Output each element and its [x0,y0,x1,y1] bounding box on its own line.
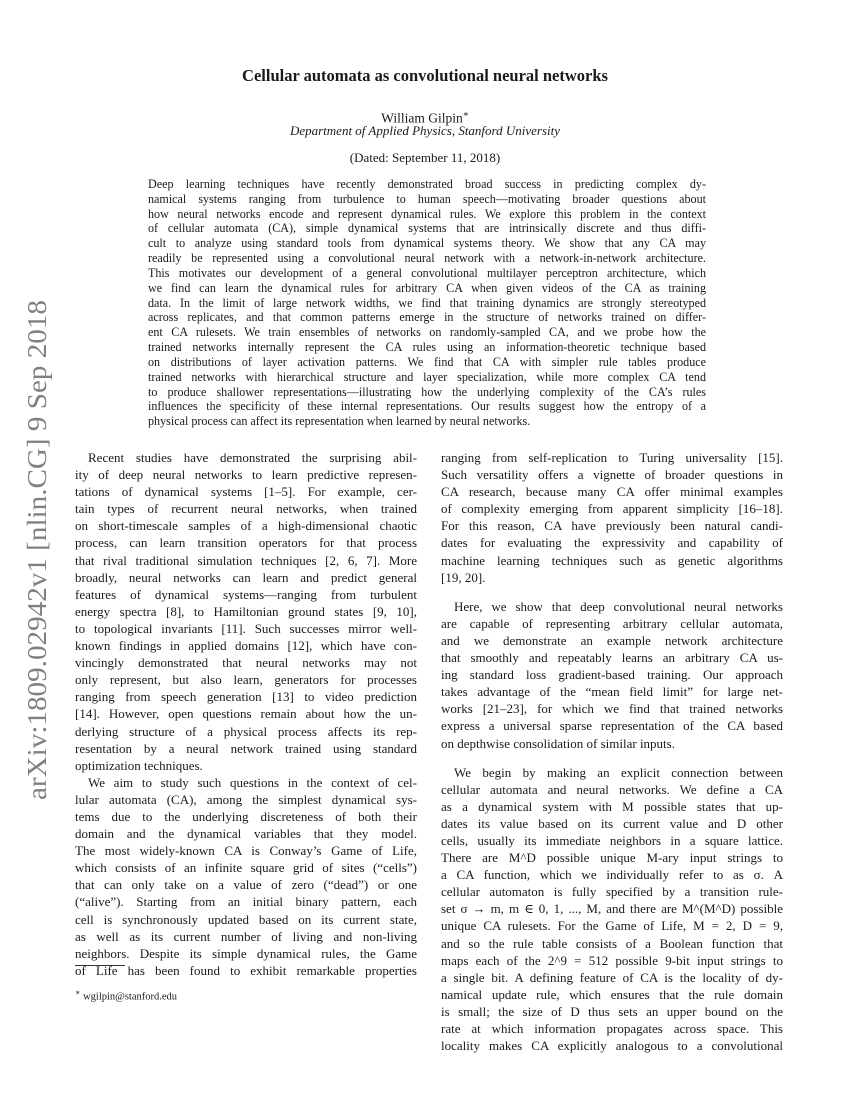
text-line: We aim to study such questions in the context of cel- [88,774,417,790]
text-line: as a dynamical system with M possible states that up- [441,798,783,814]
abstract-line: influences the specificity of these internal representations. Our results suggest how the entropy of a [148,399,706,414]
text-line: of complexity emerging from apparent simplicity [16–18]. [441,501,783,517]
abstract-line: readily be represented using a convolutional neural network with a network-in-network architecture. [148,251,706,266]
text-line: a single bit. A defining feature of CA is the locality of dy- [441,969,783,985]
text-line: cell is synchronously updated based on its current state, [75,911,417,927]
text-line: CA research, because many CA offer minimal examples [441,484,783,500]
text-line: neighbors. Despite its simple dynamical rules, the Game [75,945,417,961]
text-line: There are M^D possible unique M-ary input strings to [441,850,783,866]
arxiv-identifier-stamp [4,300,64,800]
abstract-line: how neural networks encode and represent dynamical rules. We explore this problem in the context [148,206,706,221]
abstract-line: across replicates, and that common patterns emerge in the structure of networks trained on differ- [148,310,706,325]
text-line: [14]. However, open questions remain about how the un- [75,706,417,722]
text-line: of Life has been found to exhibit remarkable properties [75,962,417,978]
text-line: Recent studies have demonstrated the surprising abil- [88,450,417,465]
text-line: express a universal sparse representation of the CA based [441,718,783,734]
text-line: and we demonstrate an example network architecture [441,632,783,648]
text-line: tations of dynamical systems [1–5]. For example, cer- [75,484,417,500]
text-line: features of dynamical systems—ranging from turbulent [75,586,417,602]
text-line: vincingly demonstrated that neural networks may not [75,655,417,671]
text-line: derlying structure of a physical process affects its rep- [75,723,417,739]
paragraph-gap [441,586,783,598]
text-line: ranging from self-replication to Turing universality [15]. [441,450,783,465]
text-line: that rival traditional simulation techniques [2, 6, 7]. More [75,552,417,568]
text-line: is small; the size of D thus sets an upper bound on the [441,1003,783,1019]
text-line: cellular automaton is fully specified by a transition rule- [441,884,783,900]
abstract-line: data. In the limit of large network widths, we find that training dynamics are strongly stereotyped [148,295,706,310]
text-line: [19, 20]. [441,569,486,585]
abstract-line: trained networks internally represent the CA rules using an information-theoretic technique based [148,340,706,355]
arxiv-stamp-text: arXiv:1809.02942v1 [nlin.CG] 9 Sep 2018 [21,327,52,800]
text-line: known findings in applied domains [12], which have con- [75,638,417,654]
abstract-line: Deep learning techniques have recently demonstrated broad success in predicting complex dy- [148,177,706,191]
text-line: rate at which information propagates across space. This [441,1021,783,1036]
abstract-line: we find can learn the dynamical rules for arbitrary CA when given videos of the CA as training [148,280,706,295]
text-line: dates for evaluating the expressivity and capability of [441,535,783,551]
text-line: lular automata (CA), among the simplest dynamical sys- [75,791,417,807]
text-line: maps each of the 2^9 = 512 possible 9-bit input strings to [441,952,783,968]
text-line: namical update rule, which ensures that the rule domain [441,986,783,1002]
abstract-line: of cellular automata (CA), simple dynamical systems that are intrinsically discrete and thus diffi- [148,221,706,236]
text-line: on depthwise consolidation of similar inputs. [441,735,675,751]
text-line: set σ → m, m ∈ 0, 1, ..., M, and there are M^(M^D) possible [441,901,783,917]
text-line: domain and the dynamical variables that they model. [75,826,417,842]
body-left-column [75,449,417,979]
author-footnote-mark: ∗ [462,109,469,119]
abstract-line: trained networks with hierarchical structure and layer specialization, while more complex CA tend [148,369,706,384]
text-line: ity of deep neural networks to learn predictive represen- [75,467,417,483]
date-line: (Dated: September 11, 2018) [349,150,501,165]
text-line: Such versatility offers a vignette of broader questions in [441,467,783,483]
text-line: that smoothly and repeatably learns an arbitrary CA us- [441,650,783,666]
abstract-line: to produce shallower representations—illustrating how the underlying complexity of the CA’s rules [148,384,706,399]
text-line: as well as its current number of living and non-living [75,928,417,944]
text-line: ing standard loss gradient-based training. Our approach [441,667,783,683]
abstract-line: This motivates our development of a general convolutional multilayer perceptron architecture, which [148,265,706,280]
paper-title: Cellular automata as convolutional neural networks [242,66,608,85]
text-line: on short-timescale samples of a high-dimensional chaotic [75,518,417,534]
author-name: William Gilpin [381,110,463,126]
abstract-line: on distributions of layer activation patterns. We find that CA with simpler rule tables produce [148,354,706,369]
abstract-line: namical systems ranging from turbulence to human speech—motivating broader questions about [148,191,706,206]
abstract-line: cult to analyze using standard tools from dynamical systems theory. We show that any CA may [148,236,706,251]
footnote-divider [75,965,125,966]
text-line: a CA function, which we individually refer to as σ. A [441,867,783,883]
text-line: takes advantage of the “mean field limit” for large net- [441,684,783,700]
text-line: which consists of an infinite square grid of sites (“cells”) [75,860,417,876]
text-line: broadly, neural networks can learn and predict general [75,569,417,585]
abstract [148,177,706,429]
text-line: resentation by a neural network trained using standard [75,740,417,756]
text-line: cells, usually its immediate neighbors in a square lattice. [441,832,783,848]
text-line: tems due to the underlying discreteness of both their [75,808,417,824]
text-line: cellular automata and neural networks. We define a CA [441,781,783,797]
paragraph-ca-definition [441,764,783,1055]
text-line: unique CA rulesets. For the Game of Life, M = 2, D = 9, [441,918,783,934]
author-affiliation: Department of Applied Physics, Stanford University [289,123,561,138]
footnote-mark: ∗ [75,988,81,997]
text-line: Here, we show that deep convolutional neural networks [454,598,783,614]
text-line: energy spectra [8], to Hamiltonian ground states [9, 10], [75,603,417,619]
paragraph-gap [441,752,783,764]
body-right-column [441,449,783,1054]
text-line: machine learning techniques such as genetic algorithms [441,552,783,568]
paragraph-contribution [441,598,783,752]
text-line: process, can learn transition operators for that process [75,535,417,551]
text-line: are capable of representing arbitrary cellular automata, [441,615,783,631]
text-line: and so the rule table consists of a Boolean function that [441,935,783,951]
paragraph-versatility [441,449,783,586]
text-line: (“alive”). Starting from an initial binary pattern, each [75,894,417,910]
abstract-line: physical process can affect its representation when learned by neural networks. [148,414,531,429]
text-line: locality makes CA explicitly analogous to a convolutional [441,1038,783,1054]
text-line: to topological invariants [11]. Such successes mirror well- [75,620,417,636]
paragraph-intro [75,449,417,774]
text-line: works [21–23], for which we find that trained networks [441,701,783,717]
text-line: tain types of recurrent neural networks, when trained [75,501,417,517]
text-line: ranging from speech generation [13] to video prediction [75,689,417,705]
footnote-email-text: wgilpin@stanford.edu [83,991,178,1003]
text-line: For this reason, CA have previously been natural candi- [441,518,783,534]
text-line: The most widely-known CA is Conway’s Game of Life, [75,843,417,859]
text-line: optimization techniques. [75,757,203,773]
paragraph-cellular-automata [75,774,417,979]
text-line: only represent, but also learn, generators for processes [75,672,417,688]
text-line: that can only take on a value of zero (“dead”) or one [75,877,417,893]
abstract-line: ent CA rulesets. We train ensembles of networks on randomly-sampled CA, and we probe how the [148,325,706,340]
arxiv-stamp-svg [4,300,64,800]
footnote-email [75,988,177,1003]
text-line: We begin by making an explicit connection between [454,764,783,780]
text-line: dates its value based on its current value and D other [441,815,783,831]
